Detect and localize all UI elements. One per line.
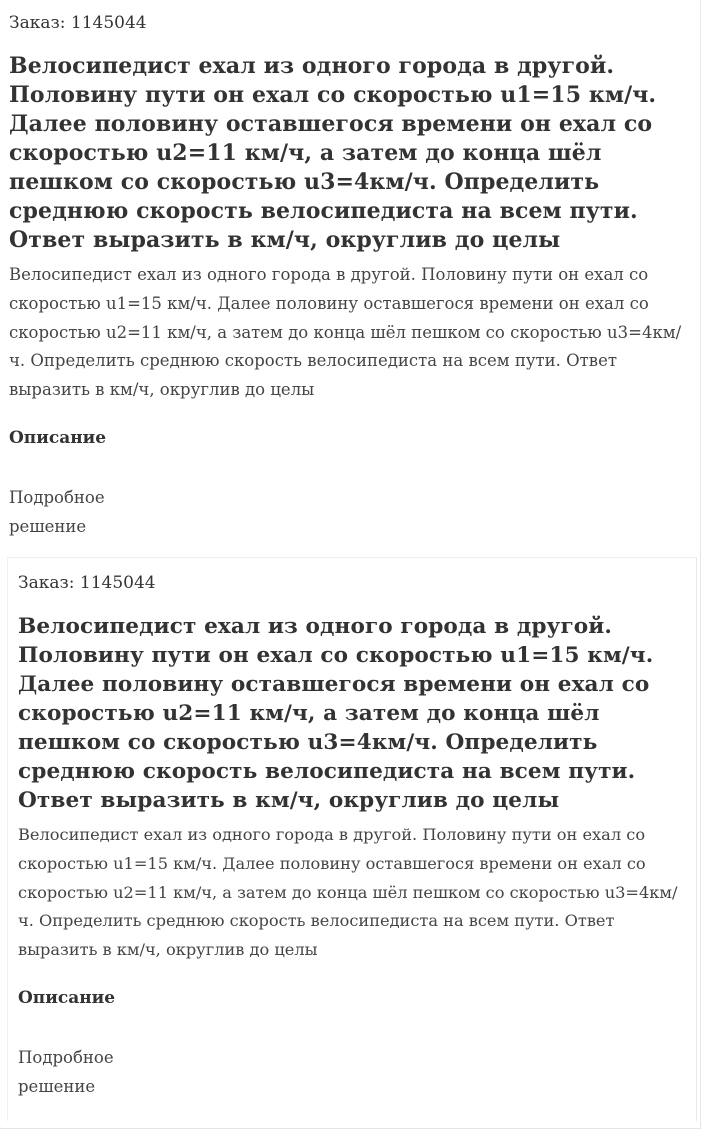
order-number: Заказ: 1145044 [9,13,147,33]
problem-title: Велосипедист ехал из одного города в другой. Половину пути он ехал со скоростью u1=15 км/ч. Далее половину оставшегося времени он ехал со скоростью u2=11 км/ч, а затем до конца шёл пешком со скоростью u3=4км/ч. Определить среднюю скорость велосипедиста на всем пути. Ответ выразить в км/ч, округлив до целы [18,614,654,813]
description-heading: Описание [9,427,107,448]
problem-text: Велосипедист ехал из одного города в другой. Половину пути он ехал со скоростью u1=15 км/ч. Далее половину оставшегося времени он ехал со скоростью u2=11 км/ч, а затем до конца шёл пешком со скоростью u3=4км/ч. Определить среднюю скорость велосипедиста на всем пути. Ответ выразить в км/ч, округлив до целы [18,825,678,960]
detailed-solution-link[interactable]: Подробное решение [9,487,105,536]
problem-title: Велосипедист ехал из одного города в другой. Половину пути он ехал со скоростью u1=15 км/ч. Далее половину оставшегося времени он ехал со скоростью u2=11 км/ч, а затем до конца шёл пешком со скоростью u3=4км/ч. Определить среднюю скорость велосипедиста на всем пути. Ответ выразить в км/ч, округлив до целы [9,53,657,253]
order-card-nested [18,568,692,1101]
order-number: Заказ: 1145044 [18,573,156,593]
problem-text: Велосипедист ехал из одного города в другой. Половину пути он ехал со скоростью u1=15 км/ч. Далее половину оставшегося времени он ехал со скоростью u2=11 км/ч, а затем до конца шёл пешком со скоростью u3=4км/ч. Определить среднюю скорость велосипедиста на всем пути. Ответ выразить в км/ч, округлив до целы [9,265,682,400]
detailed-solution-link[interactable]: Подробное решение [18,1047,114,1096]
description-heading: Описание [18,987,116,1008]
order-card [9,8,693,541]
